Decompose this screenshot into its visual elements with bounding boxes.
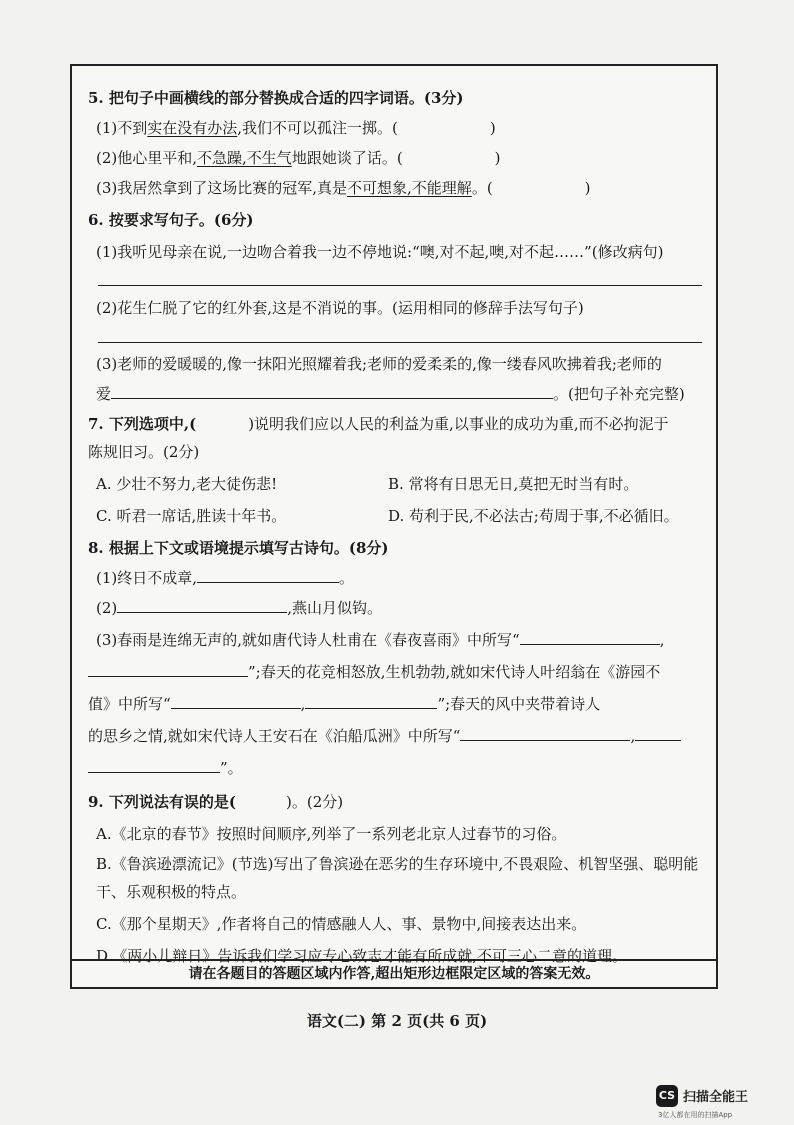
q6-sentence-2: (2)花生仁脱了它的红外套,这是不消说的事。(运用相同的修辞手法写句子): [96, 299, 584, 317]
q9-option-b-line-2: 干、乐观积极的特点。: [96, 883, 247, 901]
q6-answer-line-2[interactable]: [98, 342, 702, 343]
q6-sentence-1: (1)我听见母亲在说,一边吻合着我一边不停地说:“噢,对不起,噢,对不起……”(修改病句): [96, 243, 664, 261]
q8-blank-3[interactable]: [520, 630, 660, 645]
page-footer: 语文(二) 第 2 页(共 6 页): [306, 1012, 488, 1030]
scanner-watermark: [656, 1083, 780, 1119]
answer-area-notice: 请在各题目的答题区域内作答,超出矩形边框限定区域的答案无效。: [72, 959, 716, 987]
q7-line-2: 陈规旧习。(2分): [88, 443, 200, 461]
scanner-app-name: 扫描全能王: [683, 1090, 749, 1105]
q8-blank-4[interactable]: [88, 662, 248, 677]
scanner-slogan: 3亿人都在用的扫描App: [658, 1111, 733, 1119]
q8-title: 8. 根据上下文或语境提示填写古诗句。(8分): [88, 539, 389, 557]
q8-blank-1[interactable]: [197, 568, 339, 583]
q7-option-a[interactable]: A. 少壮不努力,老大徒伤悲!: [96, 475, 278, 493]
q5-sentence-1: (1)不到实在没有办法,我们不可以孤注一掷。( ): [96, 119, 496, 137]
q8-sentence-1: (1)终日不成章, 。: [96, 569, 355, 587]
q6-title: 6. 按要求写句子。(6分): [88, 211, 254, 229]
q8-blank-7[interactable]: [460, 726, 630, 741]
q7-option-b[interactable]: B. 常将有日思无日,莫把无时当有时。: [388, 475, 639, 493]
q9-option-b-line-1[interactable]: B.《鲁滨逊漂流记》(节选)写出了鲁滨逊在恶劣的生存环境中,不畏艰险、机智坚强、聪明能: [96, 855, 699, 873]
camscanner-logo-icon: CS: [656, 1085, 678, 1107]
q9-option-c[interactable]: C.《那个星期天》,作者将自己的情感融人人、事、景物中,间接表达出来。: [96, 915, 587, 933]
q7-option-d[interactable]: D. 苟利于民,不必法古;苟周于事,不必循旧。: [388, 507, 679, 525]
q8-sentence-3-line-5: ”。: [88, 758, 243, 778]
q9-option-a[interactable]: A.《北京的春节》按照时间顺序,列举了一系列老北京人过春节的习俗。: [96, 825, 567, 843]
q8-blank-8[interactable]: [635, 726, 681, 741]
q6-fill-blank[interactable]: [111, 384, 553, 399]
q8-sentence-2: (2) ,燕山月似钩。: [96, 599, 383, 617]
q5-sentence-3: (3)我居然拿到了这场比赛的冠军,真是不可想象,不能理解。( ): [96, 179, 591, 197]
q9-option-d[interactable]: D.《两小儿辩日》告诉我们学习应专心致志才能有所成就,不可三心二意的道理。: [96, 947, 628, 965]
q8-blank-6[interactable]: [305, 694, 437, 709]
q8-blank-5[interactable]: [171, 694, 301, 709]
q6-sentence-3b: 爱 。(把句子补充完整): [96, 385, 685, 403]
q6-sentence-3a: (3)老师的爱暖暖的,像一抹阳光照耀着我;老师的爱柔柔的,像一缕春风吹拂着我;老师的: [96, 355, 662, 373]
q8-sentence-3-line-4: 的思乡之情,就如宋代诗人王安石在《泊船瓜洲》中所写“ ,: [88, 726, 681, 746]
q8-blank-9[interactable]: [88, 758, 220, 773]
answer-area-frame: [70, 64, 718, 989]
q7-line-1: 7. 下列选项中,( )说明我们应以人民的利益为重,以事业的成功为重,而不必拘泥于: [88, 415, 669, 433]
q8-blank-2[interactable]: [117, 598, 287, 613]
q9-title: 9. 下列说法有误的是( )。(2分): [88, 793, 344, 811]
q8-sentence-3-line-3: 值》中所写“ , ”;春天的风中夹带着诗人: [88, 695, 601, 713]
q7-option-c[interactable]: C. 听君一席话,胜读十年书。: [96, 507, 287, 525]
q8-sentence-3-line-1: (3)春雨是连绵无声的,就如唐代诗人杜甫在《春夜喜雨》中所写“ ,: [96, 631, 665, 649]
q8-sentence-3-line-2: ”;春天的花竞相怒放,生机勃勃,就如宋代诗人叶绍翁在《游园不: [88, 662, 660, 682]
q6-answer-line-1[interactable]: [98, 285, 702, 286]
q5-title: 5. 把句子中画横线的部分替换成合适的四字词语。(3分): [88, 89, 464, 107]
q5-sentence-2: (2)他心里平和,不急躁,不生气地跟她谈了话。( ): [96, 149, 501, 167]
